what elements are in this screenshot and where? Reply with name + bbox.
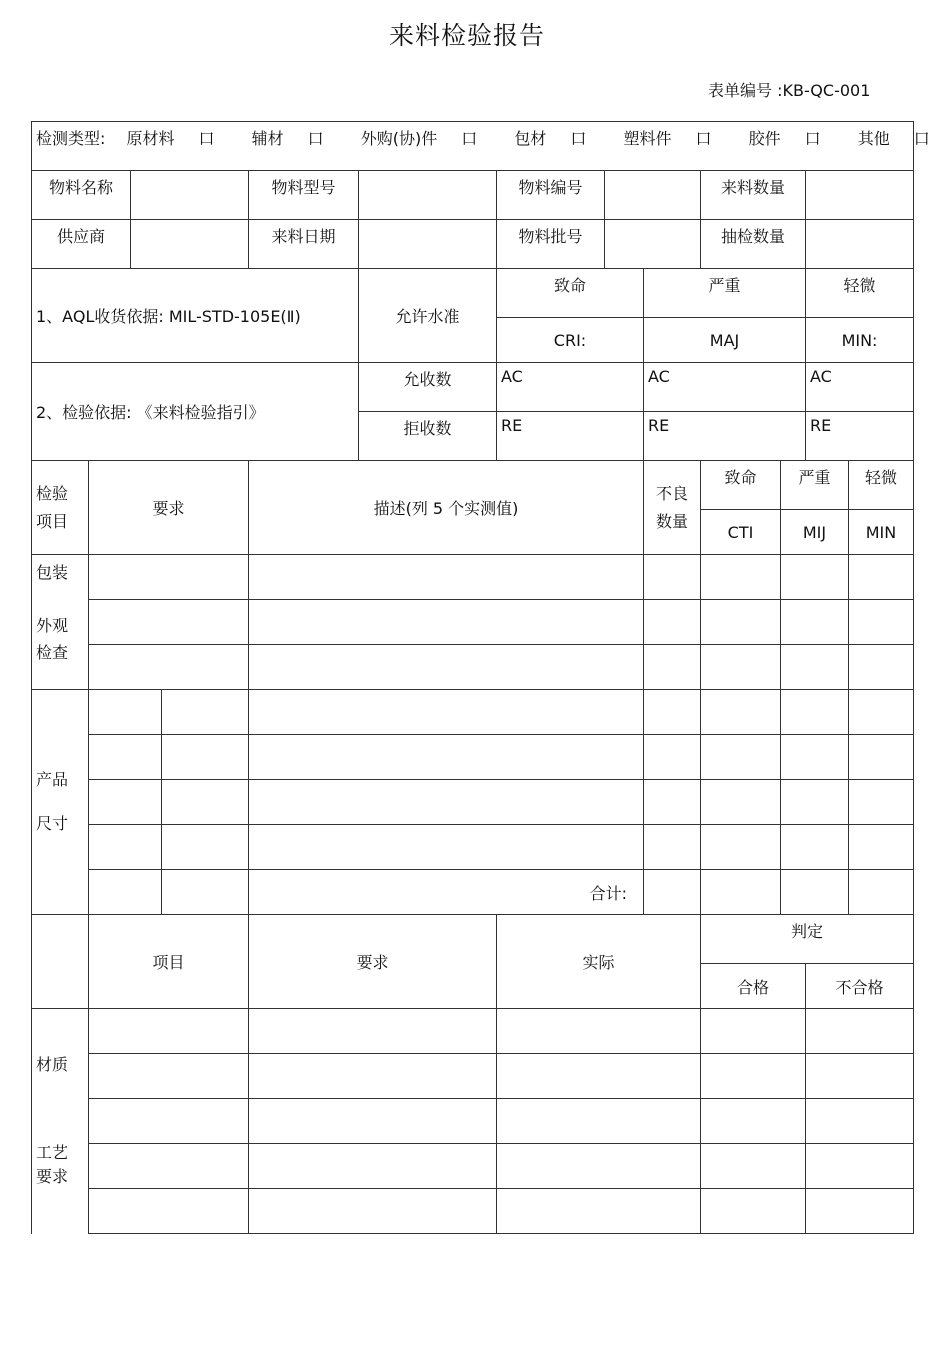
material-row-5 bbox=[32, 1189, 914, 1234]
material-actual-cell[interactable] bbox=[497, 1054, 701, 1099]
size-critical-cell[interactable] bbox=[701, 690, 781, 735]
material-model-field[interactable] bbox=[359, 171, 497, 220]
reject-minor-re[interactable]: RE bbox=[806, 412, 914, 461]
size-major-cell[interactable] bbox=[781, 690, 849, 735]
size-major-cell[interactable] bbox=[781, 825, 849, 870]
material-label: 材质 bbox=[36, 1055, 69, 1075]
material-pass-cell[interactable] bbox=[701, 1099, 806, 1144]
size-item-cell[interactable] bbox=[89, 735, 162, 780]
material-batch-label: 物料批号 bbox=[497, 220, 605, 269]
inspection-basis-text: 2、检验依据: 《来料检验指引》 bbox=[32, 363, 359, 461]
fail-header: 不合格 bbox=[806, 964, 914, 1009]
aql-minor-label: 轻微 bbox=[806, 269, 914, 318]
size-description-cell[interactable] bbox=[249, 735, 644, 780]
material-actual-cell[interactable] bbox=[497, 1144, 701, 1189]
material-fail-cell[interactable] bbox=[806, 1099, 914, 1144]
type-option-other[interactable]: 其他 口 bbox=[858, 129, 946, 148]
size-description-cell[interactable] bbox=[249, 825, 644, 870]
packaging-row-1 bbox=[32, 555, 914, 600]
inspection-type-cell bbox=[32, 122, 930, 171]
material-requirement-cell[interactable] bbox=[249, 1009, 497, 1054]
raw-material-checkbox[interactable]: 口 bbox=[198, 129, 215, 148]
total-minor-cell[interactable] bbox=[849, 870, 914, 915]
material-batch-field[interactable] bbox=[605, 220, 701, 269]
material-requirement-cell[interactable] bbox=[249, 1099, 497, 1144]
size-minor-cell[interactable] bbox=[849, 780, 914, 825]
total-label: 合计: bbox=[249, 870, 644, 915]
material-requirement-cell[interactable] bbox=[249, 1144, 497, 1189]
material-requirement-cell[interactable] bbox=[249, 1189, 497, 1234]
judgement-requirement-header: 要求 bbox=[249, 915, 497, 1009]
supplier-label: 供应商 bbox=[32, 220, 131, 269]
material-fail-cell[interactable] bbox=[806, 1189, 914, 1234]
type-option-raw-material[interactable]: 原材料 口 bbox=[127, 129, 231, 148]
packaging-critical-cell[interactable] bbox=[701, 555, 781, 600]
material-actual-cell[interactable] bbox=[497, 1189, 701, 1234]
size-requirement-cell[interactable] bbox=[162, 780, 249, 825]
size-row-4 bbox=[32, 825, 914, 870]
material-pass-cell[interactable] bbox=[701, 1189, 806, 1234]
type-option-outsourced[interactable]: 外购(协)件 口 bbox=[361, 129, 494, 148]
material-info-row-2 bbox=[32, 220, 914, 269]
incoming-date-field[interactable] bbox=[359, 220, 497, 269]
material-pass-cell[interactable] bbox=[701, 1009, 806, 1054]
material-info-row-1 bbox=[32, 171, 914, 220]
defect-qty-header: 不良 数量 bbox=[644, 461, 701, 555]
reject-critical-re[interactable]: RE bbox=[497, 412, 644, 461]
size-critical-cell[interactable] bbox=[701, 825, 781, 870]
size-critical-cell[interactable] bbox=[701, 735, 781, 780]
cti-header: CTI bbox=[701, 510, 781, 555]
aql-min-value[interactable]: MIN: bbox=[806, 318, 914, 363]
accept-major-ac[interactable]: AC bbox=[644, 363, 806, 412]
auxiliary-checkbox[interactable]: 口 bbox=[307, 129, 324, 148]
incoming-date-label: 来料日期 bbox=[249, 220, 359, 269]
packaging-appearance-label bbox=[32, 555, 89, 690]
aql-critical-label: 致命 bbox=[497, 269, 644, 318]
allow-level-label: 允许水准 bbox=[359, 269, 497, 363]
material-process-label bbox=[32, 1009, 89, 1234]
size-minor-cell[interactable] bbox=[849, 690, 914, 735]
size-row-1 bbox=[32, 690, 914, 735]
aql-major-label: 严重 bbox=[644, 269, 806, 318]
size-item-cell[interactable] bbox=[89, 780, 162, 825]
sample-qty-label: 抽检数量 bbox=[701, 220, 806, 269]
requirement-header: 要求 bbox=[89, 461, 249, 555]
packaging-requirement-cell[interactable] bbox=[89, 555, 249, 600]
defect-critical-header: 致命 bbox=[701, 461, 781, 510]
packaging-minor-cell[interactable] bbox=[849, 645, 914, 690]
size-item-cell[interactable] bbox=[89, 870, 162, 915]
inspection-type-label: 检测类型: bbox=[36, 129, 106, 148]
size-major-cell[interactable] bbox=[781, 735, 849, 780]
total-major-cell[interactable] bbox=[781, 870, 849, 915]
size-requirement-cell[interactable] bbox=[162, 690, 249, 735]
material-item-cell[interactable] bbox=[89, 1054, 249, 1099]
process-requirement-label: 工艺 要求 bbox=[36, 1143, 69, 1187]
packaging-critical-cell[interactable] bbox=[701, 645, 781, 690]
appearance-label: 外观 检查 bbox=[36, 616, 69, 662]
packaging-minor-cell[interactable] bbox=[849, 555, 914, 600]
material-item-cell[interactable] bbox=[89, 1189, 249, 1234]
type-option-packaging-material[interactable]: 包材 口 bbox=[514, 129, 602, 148]
min-header: MIN bbox=[849, 510, 914, 555]
size-defect-cell[interactable] bbox=[644, 735, 701, 780]
packaging-description-cell[interactable] bbox=[249, 645, 644, 690]
size-requirement-cell[interactable] bbox=[162, 825, 249, 870]
packaging-label: 包装 bbox=[36, 563, 69, 582]
judgement-blank-cell bbox=[32, 915, 89, 1009]
material-fail-cell[interactable] bbox=[806, 1054, 914, 1099]
packaging-requirement-cell[interactable] bbox=[89, 645, 249, 690]
material-row-4 bbox=[32, 1144, 914, 1189]
material-row-2 bbox=[32, 1054, 914, 1099]
judgement-header: 判定 bbox=[701, 915, 914, 964]
material-fail-cell[interactable] bbox=[806, 1144, 914, 1189]
packaging-description-cell[interactable] bbox=[249, 555, 644, 600]
packaging-critical-cell[interactable] bbox=[701, 600, 781, 645]
material-requirement-cell[interactable] bbox=[249, 1054, 497, 1099]
pass-header: 合格 bbox=[701, 964, 806, 1009]
size-defect-cell[interactable] bbox=[644, 825, 701, 870]
size-item-cell[interactable] bbox=[89, 690, 162, 735]
accept-minor-ac[interactable]: AC bbox=[806, 363, 914, 412]
aql-maj-value[interactable]: MAJ bbox=[644, 318, 806, 363]
type-option-auxiliary[interactable]: 辅材 口 bbox=[252, 129, 340, 148]
packaging-defect-cell[interactable] bbox=[644, 600, 701, 645]
packaging-major-cell[interactable] bbox=[781, 645, 849, 690]
description-header: 描述(列 5 个实测值) bbox=[249, 461, 644, 555]
other-checkbox[interactable]: 口 bbox=[913, 129, 930, 148]
product-label: 产品 bbox=[36, 770, 69, 789]
packaging-requirement-cell[interactable] bbox=[89, 600, 249, 645]
size-defect-cell[interactable] bbox=[644, 780, 701, 825]
size-critical-cell[interactable] bbox=[701, 780, 781, 825]
size-description-cell[interactable] bbox=[249, 780, 644, 825]
packaging-major-cell[interactable] bbox=[781, 555, 849, 600]
judgement-item-header: 项目 bbox=[89, 915, 249, 1009]
size-minor-cell[interactable] bbox=[849, 735, 914, 780]
material-item-cell[interactable] bbox=[89, 1099, 249, 1144]
defect-major-header: 严重 bbox=[781, 461, 849, 510]
size-row-3 bbox=[32, 780, 914, 825]
material-fail-cell[interactable] bbox=[806, 1009, 914, 1054]
items-header-row-1 bbox=[32, 461, 914, 510]
packaging-material-checkbox[interactable]: 口 bbox=[570, 129, 587, 148]
total-defect-cell[interactable] bbox=[644, 870, 701, 915]
total-critical-cell[interactable] bbox=[701, 870, 781, 915]
size-description-cell[interactable] bbox=[249, 690, 644, 735]
supplier-field[interactable] bbox=[131, 220, 249, 269]
judgement-actual-header: 实际 bbox=[497, 915, 701, 1009]
inspection-report-table bbox=[31, 121, 930, 1234]
sample-qty-field[interactable] bbox=[806, 220, 914, 269]
aql-cri-value[interactable]: CRI: bbox=[497, 318, 644, 363]
packaging-major-cell[interactable] bbox=[781, 600, 849, 645]
size-label: 尺寸 bbox=[36, 814, 69, 833]
size-row-2 bbox=[32, 735, 914, 780]
reject-major-re[interactable]: RE bbox=[644, 412, 806, 461]
type-option-rubber-part[interactable]: 胶件 口 bbox=[749, 129, 837, 148]
size-total-row bbox=[32, 870, 914, 915]
mij-header: MIJ bbox=[781, 510, 849, 555]
size-requirement-cell[interactable] bbox=[162, 735, 249, 780]
packaging-row-3 bbox=[32, 645, 914, 690]
material-pass-cell[interactable] bbox=[701, 1054, 806, 1099]
material-row-1 bbox=[32, 1009, 914, 1054]
incoming-qty-field[interactable] bbox=[806, 171, 914, 220]
material-pass-cell[interactable] bbox=[701, 1144, 806, 1189]
inspection-type-row bbox=[32, 122, 914, 171]
plastic-part-checkbox[interactable]: 口 bbox=[695, 129, 712, 148]
reject-qty-label: 拒收数 bbox=[359, 412, 497, 461]
form-number: 表单编号 :KB-QC-001 bbox=[708, 81, 871, 100]
incoming-qty-label: 来料数量 bbox=[701, 171, 806, 220]
material-code-field[interactable] bbox=[605, 171, 701, 220]
material-code-label: 物料编号 bbox=[497, 171, 605, 220]
aql-row-1 bbox=[32, 269, 914, 318]
aql-basis-text: 1、AQL收货依据: MIL-STD-105E(Ⅱ) bbox=[32, 269, 359, 363]
size-minor-cell[interactable] bbox=[849, 825, 914, 870]
accept-qty-label: 允收数 bbox=[359, 363, 497, 412]
material-name-field[interactable] bbox=[131, 171, 249, 220]
accept-critical-ac[interactable]: AC bbox=[497, 363, 644, 412]
size-item-cell[interactable] bbox=[89, 825, 162, 870]
packaging-row-2 bbox=[32, 600, 914, 645]
material-row-3 bbox=[32, 1099, 914, 1144]
outsourced-checkbox[interactable]: 口 bbox=[461, 129, 478, 148]
size-defect-cell[interactable] bbox=[644, 690, 701, 735]
packaging-description-cell[interactable] bbox=[249, 600, 644, 645]
material-item-cell[interactable] bbox=[89, 1144, 249, 1189]
inspection-item-header: 检验 项目 bbox=[32, 461, 89, 555]
size-major-cell[interactable] bbox=[781, 780, 849, 825]
material-actual-cell[interactable] bbox=[497, 1009, 701, 1054]
type-option-plastic-part[interactable]: 塑料件 口 bbox=[623, 129, 727, 148]
material-actual-cell[interactable] bbox=[497, 1099, 701, 1144]
defect-minor-header: 轻微 bbox=[849, 461, 914, 510]
rubber-part-checkbox[interactable]: 口 bbox=[804, 129, 821, 148]
accept-row bbox=[32, 363, 914, 412]
size-requirement-cell[interactable] bbox=[162, 870, 249, 915]
packaging-defect-cell[interactable] bbox=[644, 555, 701, 600]
judgement-header-row-1 bbox=[32, 915, 914, 964]
product-size-label bbox=[32, 690, 89, 915]
report-title: 来料检验报告 bbox=[388, 21, 545, 50]
material-name-label: 物料名称 bbox=[32, 171, 131, 220]
packaging-minor-cell[interactable] bbox=[849, 600, 914, 645]
packaging-defect-cell[interactable] bbox=[644, 645, 701, 690]
material-model-label: 物料型号 bbox=[249, 171, 359, 220]
material-item-cell[interactable] bbox=[89, 1009, 249, 1054]
